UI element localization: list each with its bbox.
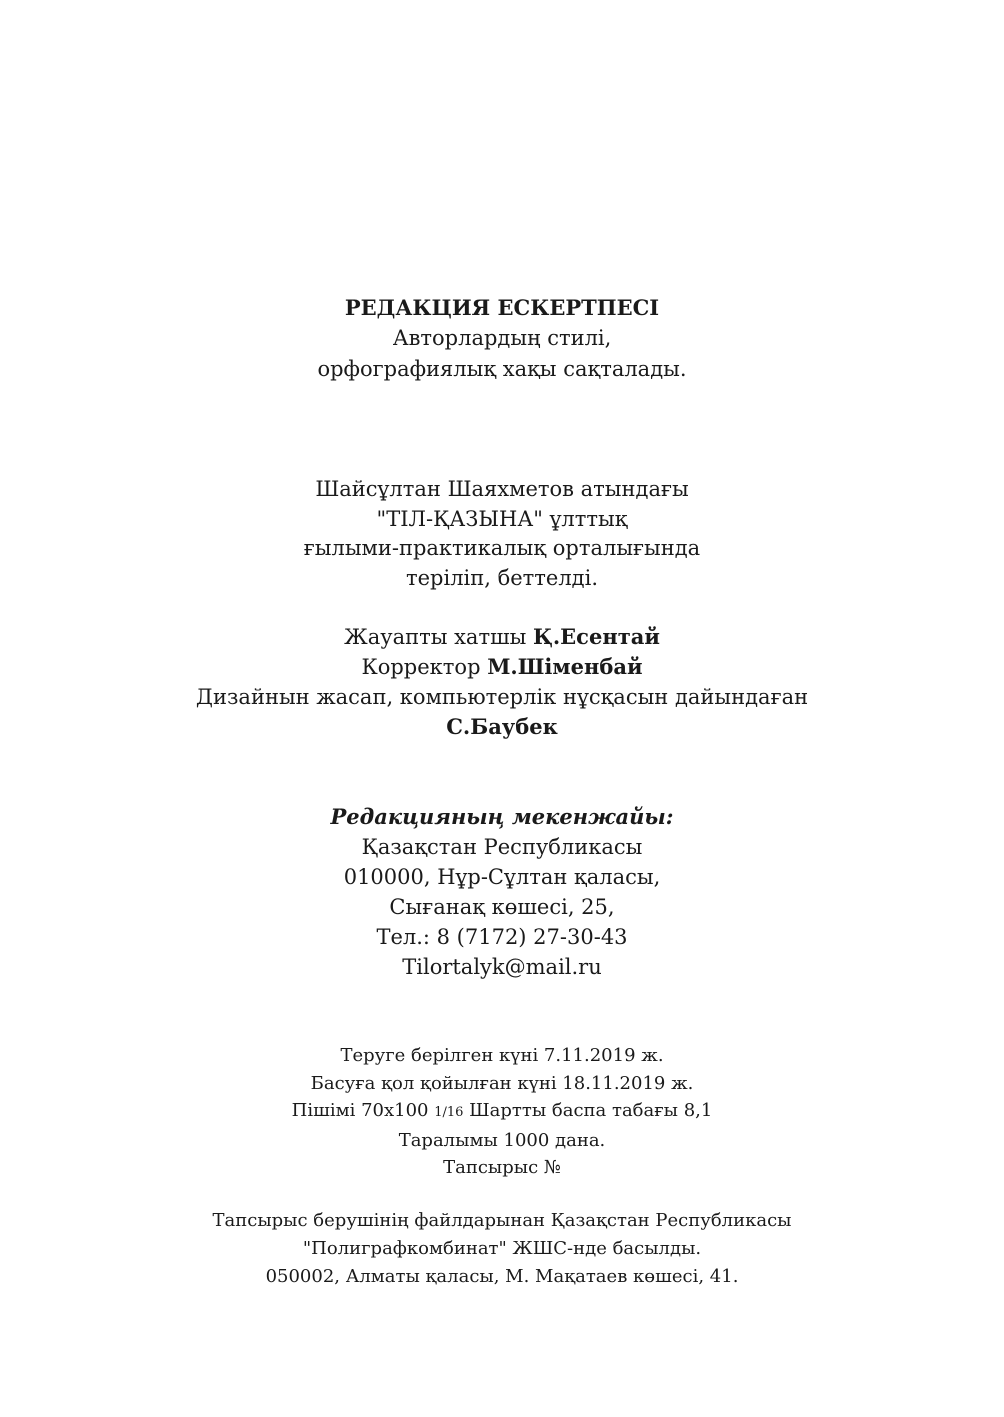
printer-line-2: "Полиграфкомбинат" ЖШС-нде басылды. xyxy=(302,1238,702,1259)
printer-line-3: 050002, Алматы қаласы, М. Мақатаев көшесі, 41. xyxy=(265,1266,739,1287)
editorial-note-line-2: орфографиялық хақы сақталады. xyxy=(317,357,687,381)
submitted-date: Теруге берілген күні 7.11.2019 ж. xyxy=(340,1045,664,1066)
typeset-line-4: теріліп, беттелді. xyxy=(405,565,598,590)
editorial-note xyxy=(0,292,1004,385)
format-prefix: Пішімі 70х100 xyxy=(291,1100,435,1121)
format-suffix: Шартты баспа табағы 8,1 xyxy=(463,1100,713,1121)
format-fraction: 1/16 xyxy=(434,1105,464,1120)
order-number: Тапсырыс № xyxy=(443,1157,561,1178)
printer-info xyxy=(0,1207,1004,1291)
circulation: Таралымы 1000 дана. xyxy=(398,1129,606,1151)
corrector-name: М.Шіменбай xyxy=(487,654,643,679)
print-details xyxy=(0,1042,1004,1182)
secretary-credit xyxy=(0,622,1004,652)
address-city: 010000, Нұр-Сұлтан қаласы, xyxy=(343,865,661,889)
editorial-address xyxy=(0,802,1004,982)
designer-role: Дизайнын жасап, компьютерлік нұсқасын дайындаған xyxy=(195,685,809,709)
editorial-note-title: РЕДАКЦИЯ ЕСКЕРТПЕСІ xyxy=(344,295,660,320)
typeset-line-3: ғылыми-практикалық орталығында xyxy=(303,536,701,560)
address-phone: Тел.: 8 (7172) 27-30-43 xyxy=(376,925,628,949)
typeset-info xyxy=(0,475,1004,593)
address-heading: Редакцияның мекенжайы: xyxy=(330,804,674,829)
editorial-note-line-1: Авторлардың стилі, xyxy=(392,326,612,350)
signed-date: Басуға қол қойылған күні 18.11.2019 ж. xyxy=(310,1072,694,1094)
secretary-role: Жауапты хатшы xyxy=(344,625,533,649)
designer-name: С.Баубек xyxy=(446,714,558,739)
secretary-name: Қ.Есентай xyxy=(532,624,660,649)
address-street: Сығанақ көшесі, 25, xyxy=(389,895,615,919)
format-line xyxy=(0,1097,1004,1127)
address-email: Tilortalyk@mail.ru xyxy=(402,955,602,979)
corrector-role: Корректор xyxy=(361,655,488,679)
printer-line-1: Тапсырыс берушінің файлдарынан Қазақстан Республикасы xyxy=(212,1210,792,1231)
staff-credits xyxy=(0,622,1004,742)
typeset-line-1: Шайсұлтан Шаяхметов атындағы xyxy=(315,477,689,501)
corrector-credit xyxy=(0,652,1004,682)
typeset-line-2: "ТІЛ-ҚАЗЫНА" ұлттық xyxy=(376,506,628,531)
address-country: Қазақстан Республикасы xyxy=(361,835,643,859)
